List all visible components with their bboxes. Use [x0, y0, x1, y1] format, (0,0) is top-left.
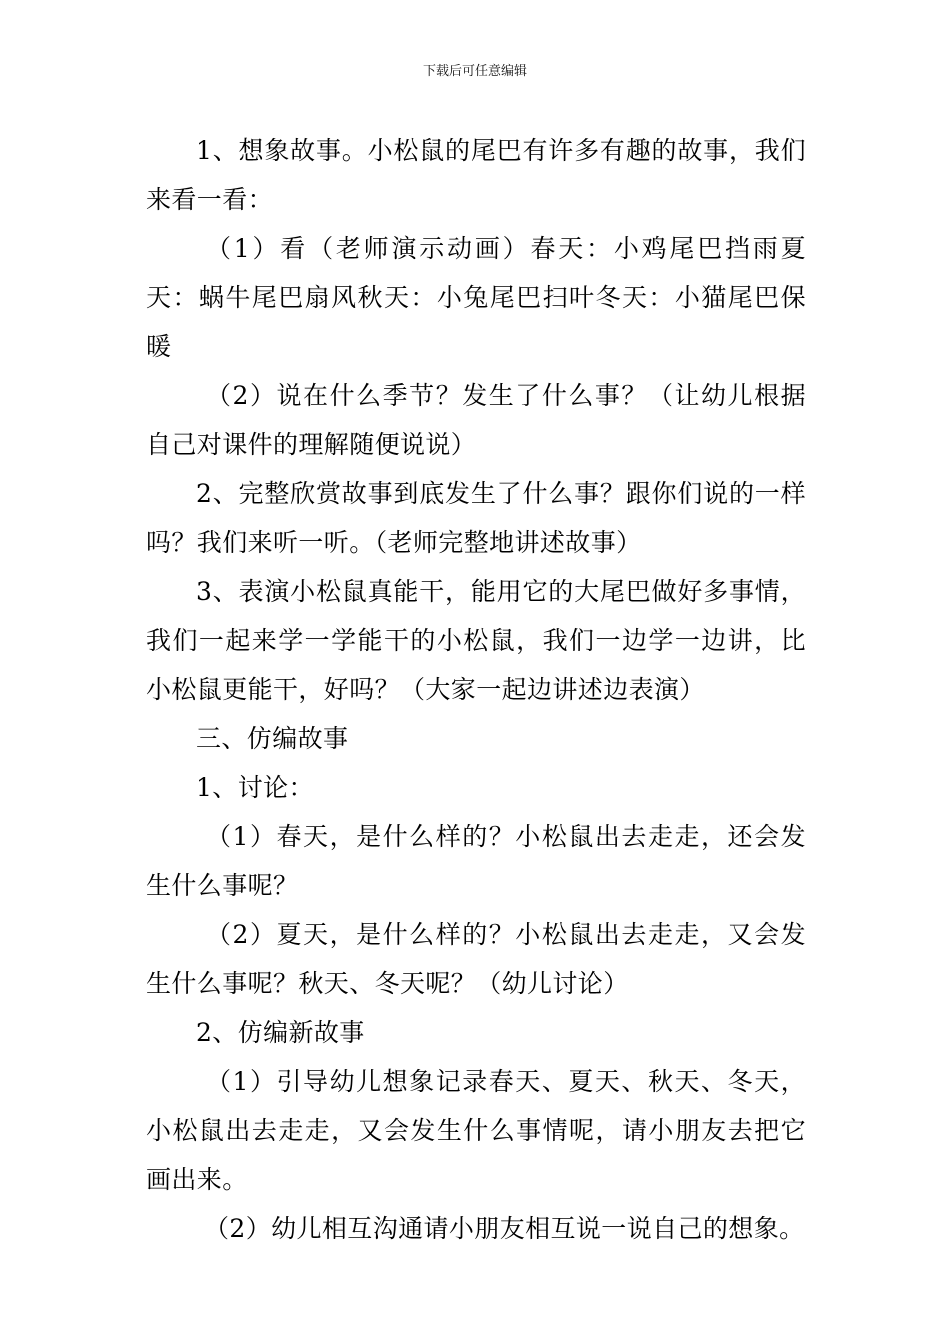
- paragraph-share-imagination: （2）幼儿相互沟通请小朋友相互说一说自己的想象。: [204, 1214, 805, 1243]
- paragraph-perform-squirrel: 3、表演小松鼠真能干，能用它的大尾巴做好多事情，我们一起来学一学能干的小松鼠，我们一边学一边讲，比小松鼠更能干，好吗？（大家一起边讲述边表演）: [146, 577, 806, 704]
- subheading-new-story: 2、仿编新故事: [196, 1018, 365, 1047]
- document-body: [146, 126, 806, 1253]
- paragraph-guide-imagination: （1）引导幼儿想象记录春天、夏天、秋天、冬天，小松鼠出去走走，又会发生什么事情呢，请小朋友去把它画出来。: [146, 1067, 806, 1194]
- page-header: 下载后可任意编辑: [422, 64, 527, 79]
- paragraph-watch-animation: （1）看（老师演示动画）春天：小鸡尾巴挡雨夏天：蜗牛尾巴扇风秋天：小兔尾巴扫叶冬天：小猫尾巴保暖: [146, 234, 806, 361]
- paragraph-imagine-story: 1、想象故事。小松鼠的尾巴有许多有趣的故事，我们来看一看：: [146, 136, 806, 214]
- paragraph-spring-question: （1）春天，是什么样的？小松鼠出去走走，还会发生什么事呢？: [146, 822, 806, 900]
- section-heading-adapt-story: 三、仿编故事: [196, 724, 349, 753]
- paragraph-say-season: （2）说在什么季节？发生了什么事？（让幼儿根据自己对课件的理解随便说说）: [146, 381, 806, 459]
- paragraph-appreciate-story: 2、完整欣赏故事到底发生了什么事？跟你们说的一样吗？我们来听一听。（老师完整地讲述故事）: [146, 479, 806, 557]
- subheading-discussion: 1、讨论：: [196, 773, 314, 802]
- paragraph-summer-question: （2）夏天，是什么样的？小松鼠出去走走，又会发生什么事呢？秋天、冬天呢？（幼儿讨论）: [146, 920, 806, 998]
